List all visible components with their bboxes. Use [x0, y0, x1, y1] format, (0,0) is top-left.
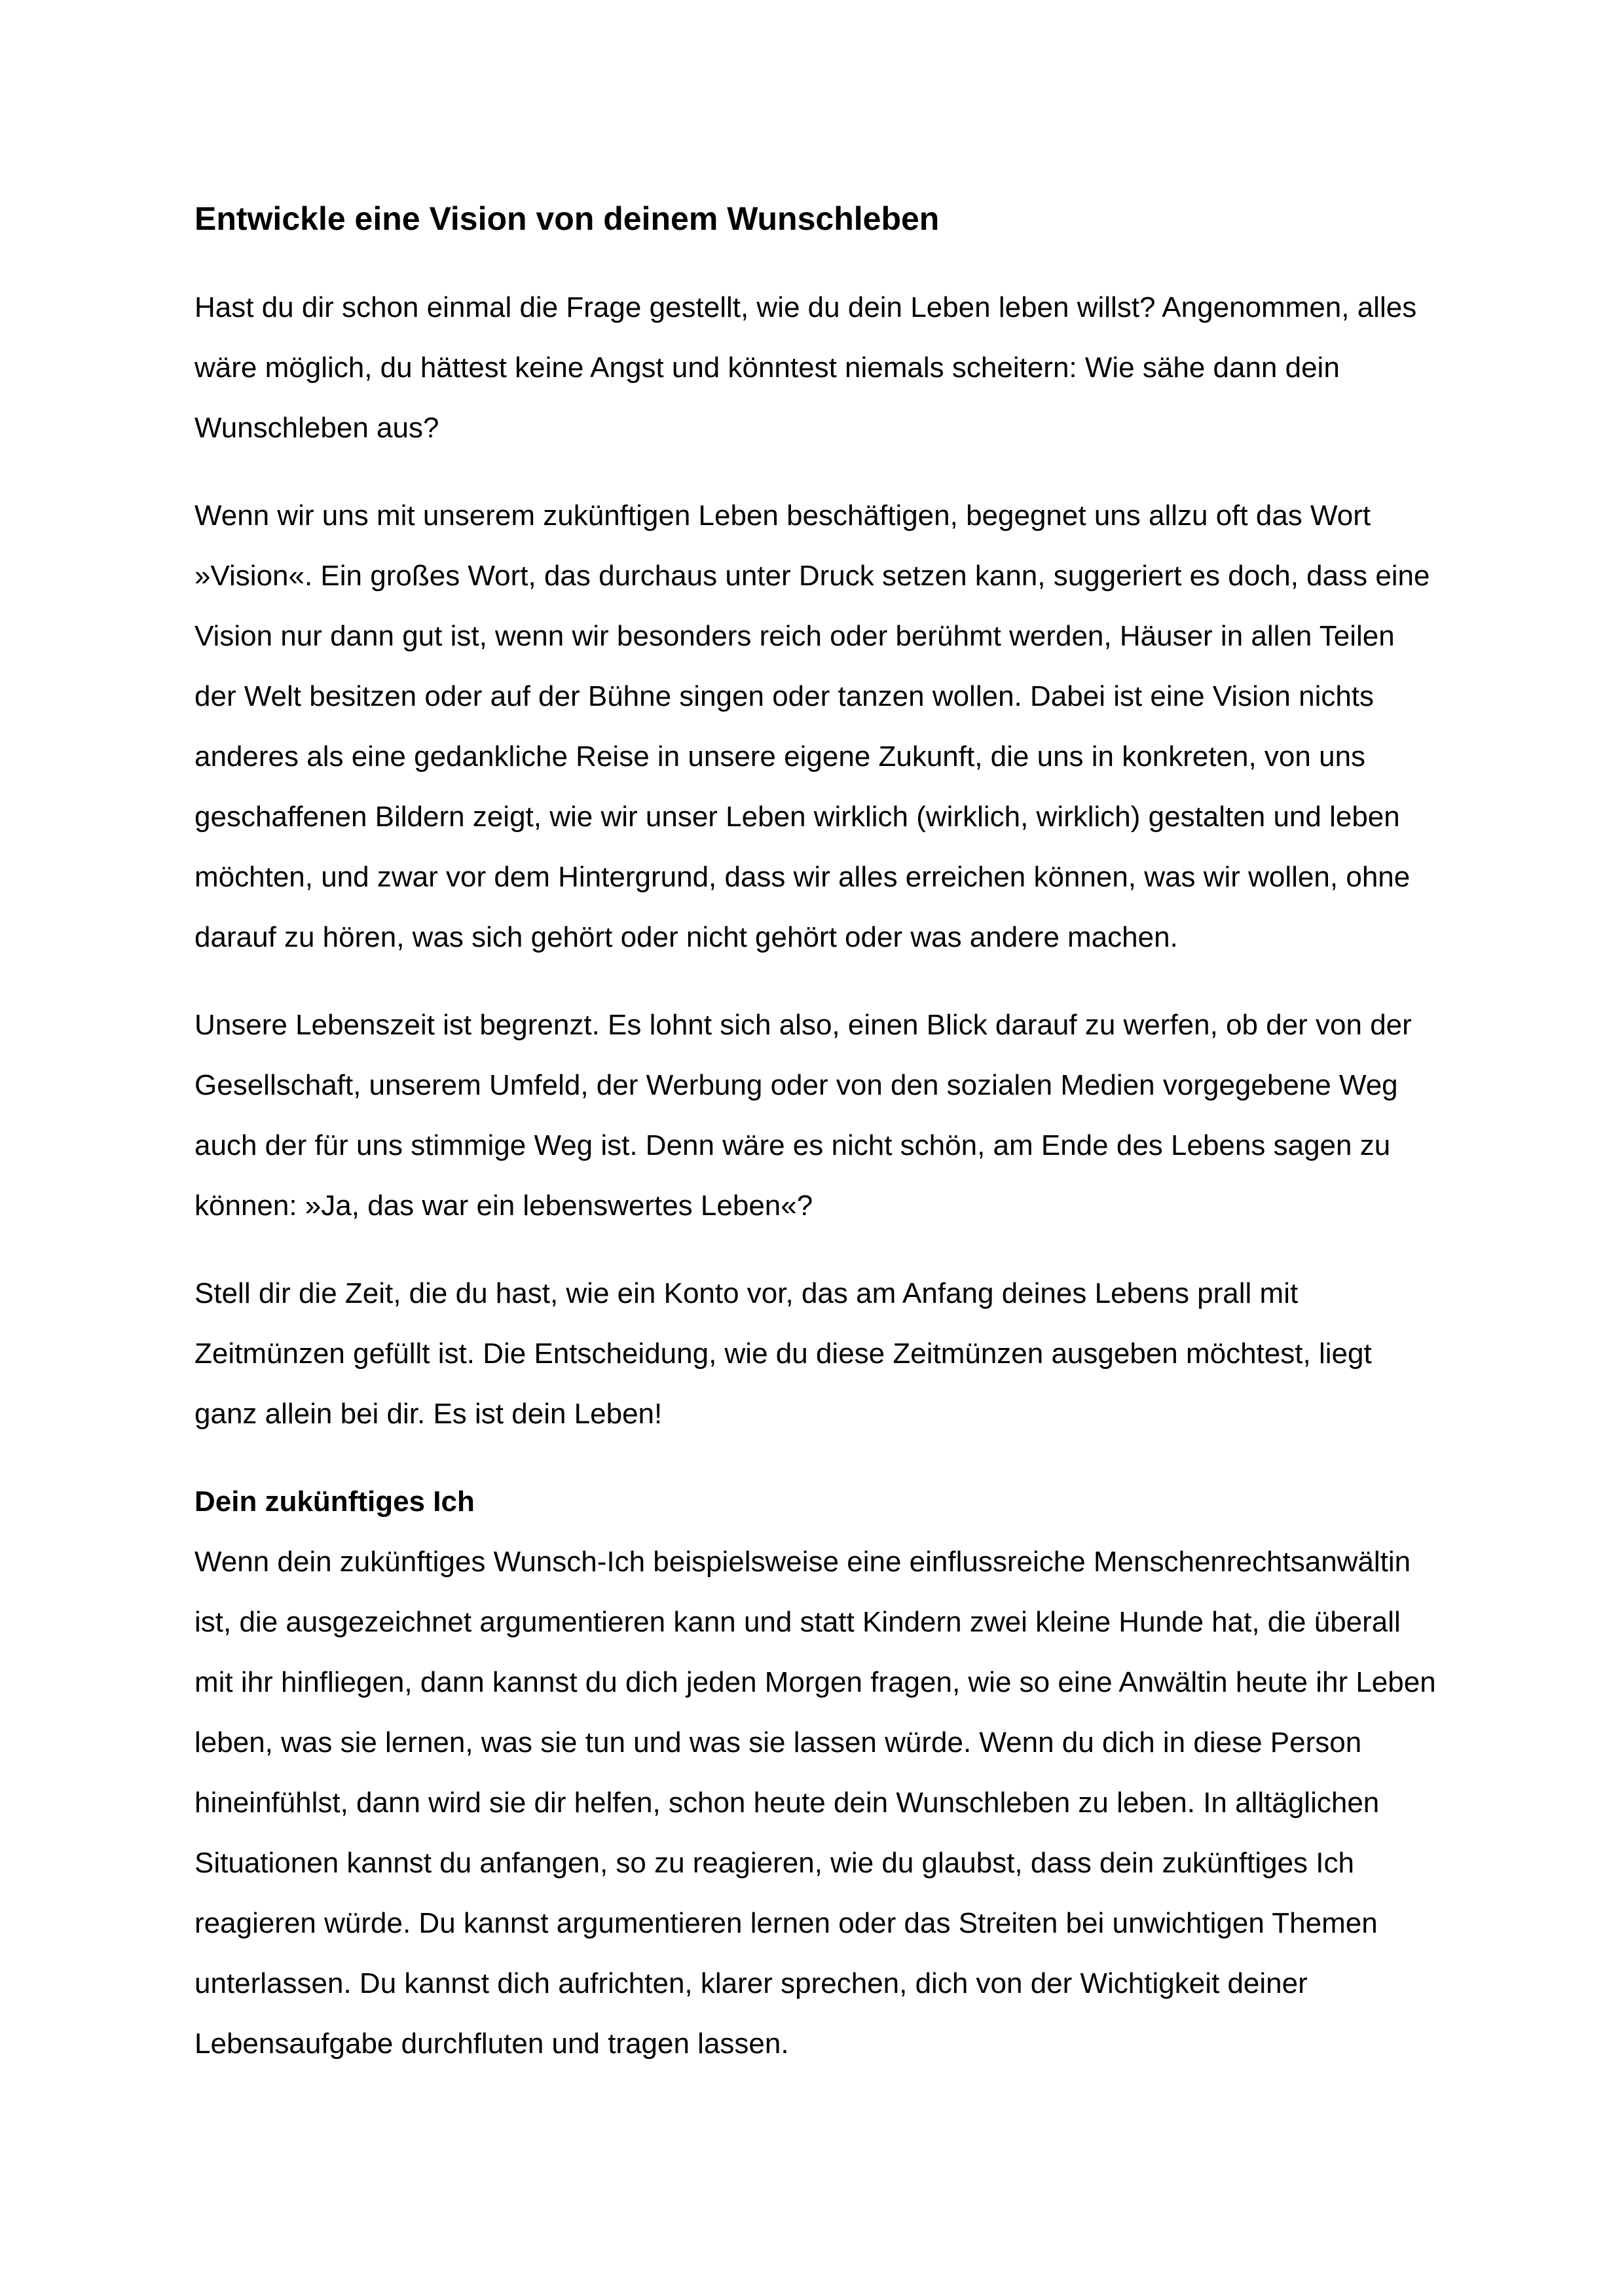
section-heading: Dein zukünftiges Ich: [194, 1485, 475, 1518]
paragraph-intro: Hast du dir schon einmal die Frage gestellt, wie du dein Leben leben willst? Angenommen, alles wäre möglich, du hättest keine Angst und könntest niemals scheitern: Wie sähe dann dein Wunschleben aus?: [194, 291, 1417, 444]
paragraph-vision: Wenn wir uns mit unserem zukünftigen Leben beschäftigen, begegnet uns allzu oft das Wort »Vision«. Ein großes Wort, das durchaus unter Druck setzen kann, suggeriert es doch, dass eine Vision nur dann gut ist, wenn wir besonders reich oder berühmt werden, Häuser in allen Teilen der Welt besitzen oder auf der Bühne singen oder tanzen wollen. Dabei ist eine Vision nichts anderes als eine gedankliche Reise in unsere eigene Zukunft, die uns in konkreten, von uns geschaffenen Bildern zeigt, wie wir unser Leben wirklich (wirklich, wirklich) gestalten und leben möchten, und zwar vor dem Hintergrund, dass wir alles erreichen können, was wir wollen, ohne darauf zu hören, was sich gehört oder nicht gehört oder was andere machen.: [194, 500, 1430, 953]
paragraph-lifetime: Unsere Lebenszeit ist begrenzt. Es lohnt sich also, einen Blick darauf zu werfen, ob der von der Gesellschaft, unserem Umfeld, der Werbung oder von den sozialen Medien vorgegebene Weg auch der für uns stimmige Weg ist. Denn wäre es nicht schön, am Ende des Lebens sagen zu können: »Ja, das war ein lebenswertes Leben«?: [194, 1009, 1412, 1222]
paragraph-future-self: Wenn dein zukünftiges Wunsch-Ich beispielsweise eine einflussreiche Menschenrechtsanwältin ist, die ausgezeichnet argumentieren kann und statt Kindern zwei kleine Hunde hat, die überall mit ihr hinfliegen, dann kannst du dich jeden Morgen fragen, wie so eine Anwältin heute ihr Leben leben, was sie lernen, was sie tun und was sie lassen würde. Wenn du dich in diese Person hineinfühlst, dann wird sie dir helfen, schon heute dein Wunschleben zu leben. In alltäglichen Situationen kannst du anfangen, so zu reagieren, wie du glaubst, dass dein zukünftiges Ich reagieren würde. Du kannst argumentieren lernen oder das Streiten bei unwichtigen Themen unterlassen. Du kannst dich aufrichten, klarer sprechen, dich von der Wichtigkeit deiner Lebensaufgabe durchfluten und tragen lassen.: [194, 1546, 1436, 2060]
document-title: Entwickle eine Vision von deinem Wunschleben: [194, 200, 940, 237]
document-page: [194, 195, 1439, 2102]
paragraph-time-account: Stell dir die Zeit, die du hast, wie ein Konto vor, das am Anfang deines Lebens prall mit Zeitmünzen gefüllt ist. Die Entscheidung, wie du diese Zeitmünzen ausgeben möchtest, liegt ganz allein bei dir. Es ist dein Leben!: [194, 1277, 1372, 1430]
